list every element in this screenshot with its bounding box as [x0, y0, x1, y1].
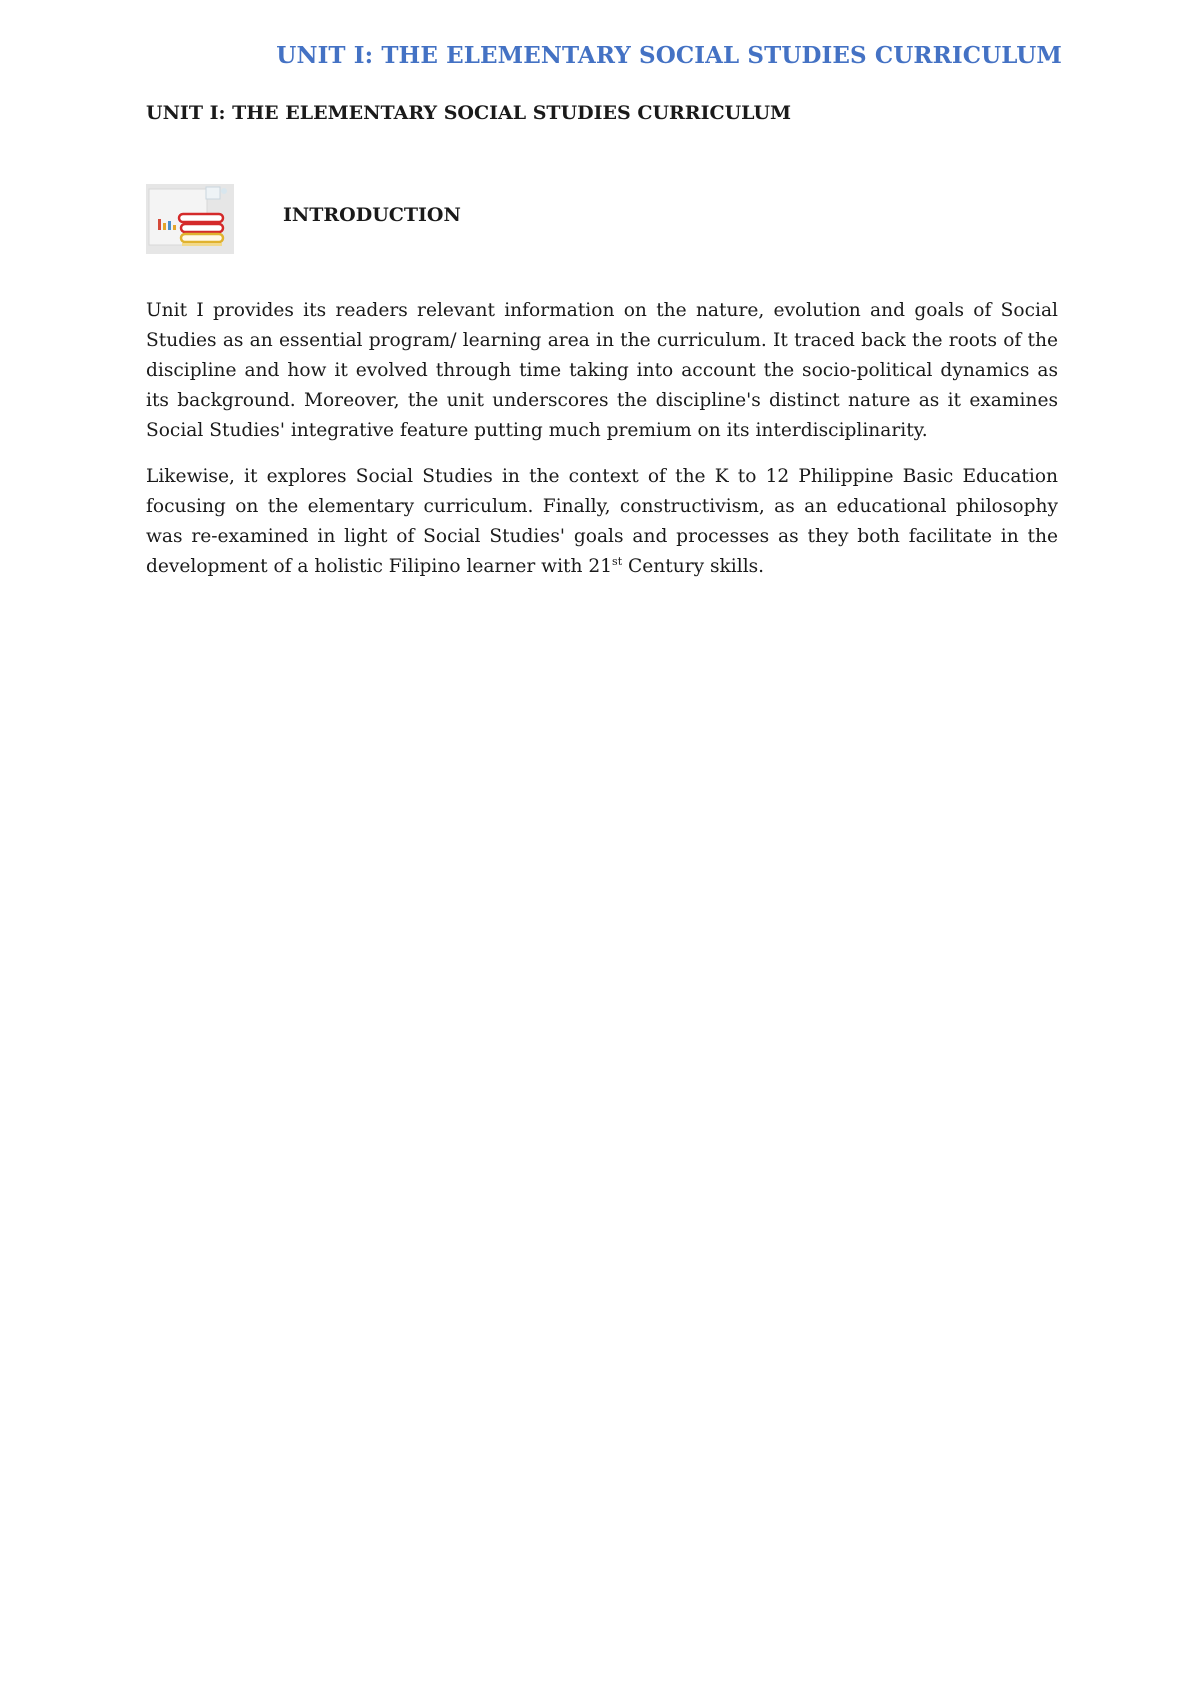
introduction-body [146, 296, 1058, 598]
paragraph-1: Unit I provides its readers relevant information on the nature, evolution and goals of Social Studies as an essential program/ learning area in the curriculum. It traced back the roots of the discipline and how it evolved through time taking into account the socio-political dynamics as its background. Moreover, the unit underscores the discipline's distinct nature as it examines Social Studies' integrative feature putting much premium on its interdisciplinarity. [146, 300, 1058, 441]
paragraph-2 [146, 462, 1058, 582]
ordinal-suffix: st [612, 554, 623, 568]
paragraph-2-text: Likewise, it explores Social Studies in the context of the K to 12 Philippine Basic Education focusing on the elementary curriculum. Finally, constructivism, as an educational philosophy was re-examined in light of Social Studies' goals and processes as they both facilitate in the development of a holistic Filipino learner with 21 [146, 466, 1058, 577]
paragraph-2-tail: Century skills. [622, 556, 765, 577]
unit-title: UNIT I: THE ELEMENTARY SOCIAL STUDIES CURRICULUM [146, 102, 792, 124]
books-chart-icon [146, 184, 234, 254]
running-header: UNIT I: THE ELEMENTARY SOCIAL STUDIES CURRICULUM [276, 42, 1062, 69]
introduction-heading: INTRODUCTION [283, 204, 461, 226]
